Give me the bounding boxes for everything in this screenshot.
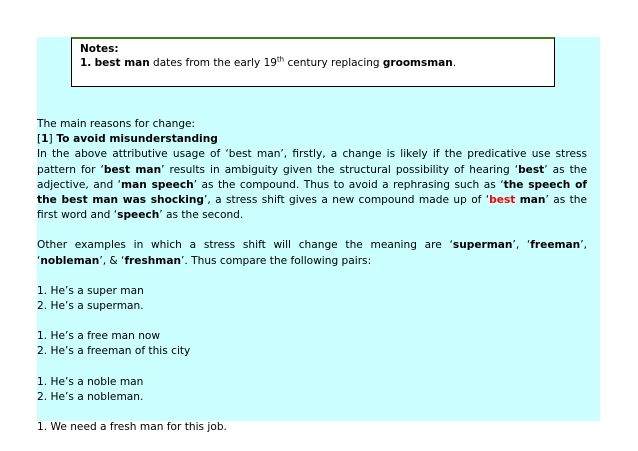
intro-line: The main reasons for change: xyxy=(37,118,196,130)
highlight-best: best xyxy=(489,194,516,207)
example-line: 1. We need a fresh man for this job. xyxy=(37,421,227,434)
example-line: 2. He’s a nobleman. xyxy=(37,390,144,403)
notes-box xyxy=(71,37,555,87)
notes-term-best-man: best man xyxy=(94,57,150,69)
notes-term-groomsman: groomsman xyxy=(382,57,453,69)
reason-heading: [1] To avoid misunderstanding xyxy=(37,133,218,146)
example-line: 2. He’s a superman. xyxy=(37,300,144,313)
example-line: 1. He’s a free man now xyxy=(37,330,161,343)
paragraph-2: Other examples in which a stress shift will change the meaning are ‘superman’, ‘freeman’, ‘nobleman’, & ‘freshman’. Thus compare the following pairs: xyxy=(37,239,587,267)
body-text xyxy=(37,117,587,435)
example-line: 1. He’s a super man xyxy=(37,284,144,297)
example-line: 1. He’s a noble man xyxy=(37,375,144,388)
notes-line: 1. best man dates from the early 19th century replacing groomsman. xyxy=(80,55,457,69)
example-line: 2. He’s a freeman of this city xyxy=(37,345,191,358)
paragraph-1: In the above attributive usage of ‘best man’, firstly, a change is likely if the predicative use stress pattern for ‘best man’ results in ambiguity given the structural possibility of hearing ‘best’ as the adjective, and ‘man speech’ as the compound. Thus to avoid a rephrasing such as ‘the speech of the best man was shocking’, a stress shift gives a new compound made up of ‘best man’ as the first word and ‘speech’ as the second. xyxy=(37,148,588,222)
notes-heading: Notes: xyxy=(80,43,119,55)
